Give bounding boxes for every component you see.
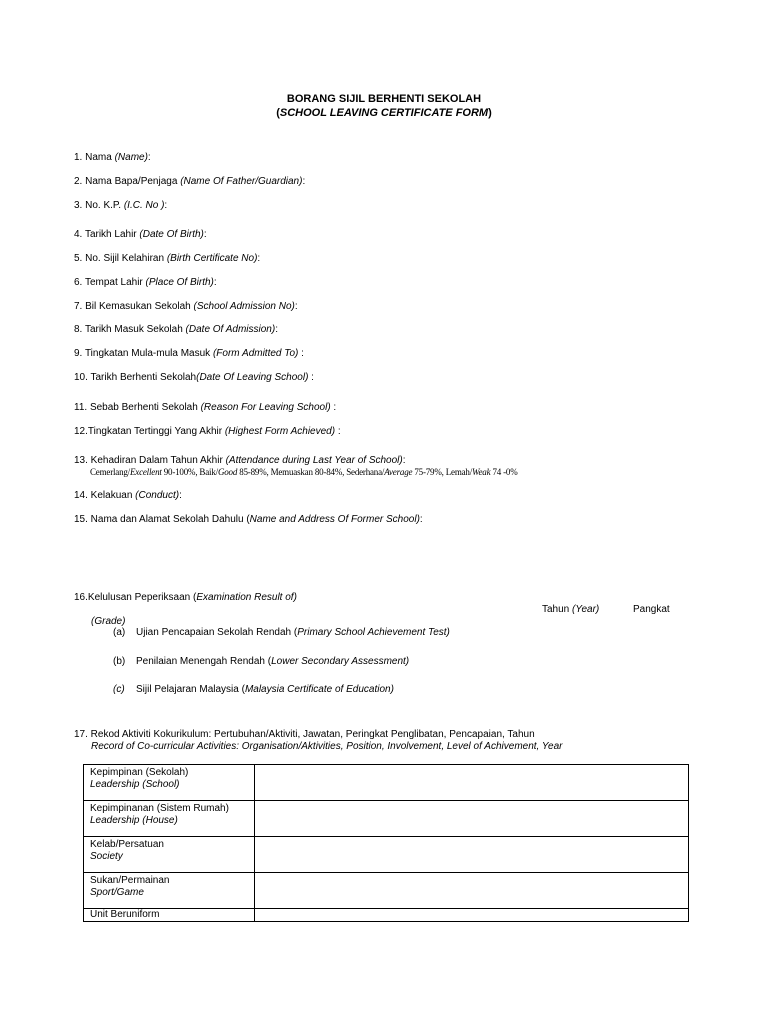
form-subtitle: (SCHOOL LEAVING CERTIFICATE FORM) [276,107,492,119]
row-label: Unit Beruniform [84,909,255,922]
field-conduct: 14. Kelakuan (Conduct): [74,490,182,501]
row-label: Kepimpinanan (Sistem Rumah) Leadership (House) [84,801,255,837]
field-former-school: 15. Nama dan Alamat Sekolah Dahulu (Name and Address Of Former School): [74,514,423,525]
row-entry-cell[interactable] [255,873,689,909]
row-entry-cell[interactable] [255,765,689,801]
table-row [84,909,689,922]
cocurricular-heading: 17. Rekod Aktiviti Kokurikulum: Pertubuhan/Aktiviti, Jawatan, Peringkat Penglibatan, Pencapaian, Tahun [74,729,535,740]
table-row [84,837,689,873]
field-highest-form: 12.Tingkatan Tertinggi Yang Akhir (Highest Form Achieved) : [74,426,341,437]
field-attendance: 13. Kehadiran Dalam Tahun Akhir (Attendance during Last Year of School): [74,455,406,466]
field-form-admitted: 9. Tingkatan Mula-mula Masuk (Form Admitted To) : [74,348,304,359]
field-birth-certificate: 5. No. Sijil Kelahiran (Birth Certificate No): [74,253,261,264]
field-date-of-leaving: 10. Tarikh Berhenti Sekolah(Date Of Leaving School) : [74,372,314,383]
table-row [84,765,689,801]
exam-grade-label: (Grade) [91,616,126,627]
row-label: Kepimpinan (Sekolah) Leadership (School) [84,765,255,801]
field-admission-no: 7. Bil Kemasukan Sekolah (School Admission No): [74,301,298,312]
cocurricular-heading-english: Record of Co-curricular Activities: Organisation/Aktivities, Position, Involvement, Level of Achivement, Year [91,741,563,752]
exam-heading: 16.Kelulusan Peperiksaan (Examination Result of) [74,592,297,603]
exam-row-b-text: Penilaian Menengah Rendah (Lower Secondary Assessment) [136,656,410,667]
exam-row-c-text: Sijil Pelajaran Malaysia (Malaysia Certificate of Education) [136,684,394,695]
table-row [84,873,689,909]
exam-year-header: Tahun (Year) [542,604,600,615]
exam-row-a: (a) [113,627,126,638]
table-row [84,801,689,837]
form-title: BORANG SIJIL BERHENTI SEKOLAH [286,93,482,105]
field-name: 1. Nama (Name): [74,152,151,163]
attendance-scale-note: Cemerlang/Excellent 90-100%, Baik/Good 85-89%, Memuaskan 80-84%, Sederhana/Average 75-79%, Lemah/Weak 74 -0% [90,467,518,477]
field-father-guardian: 2. Nama Bapa/Penjaga (Name Of Father/Guardian): [74,176,306,187]
exam-row-b: (b) [113,656,126,667]
cocurricular-table [83,764,689,922]
field-date-of-birth: 4. Tarikh Lahir (Date Of Birth): [74,229,207,240]
exam-grade-header: Pangkat [633,604,670,615]
field-reason-leaving: 11. Sebab Berhenti Sekolah (Reason For Leaving School) : [74,402,337,413]
row-entry-cell[interactable] [255,909,689,922]
field-date-of-admission: 8. Tarikh Masuk Sekolah (Date Of Admission): [74,324,278,335]
exam-row-c: (c) [113,684,125,695]
exam-row-a-text: Ujian Pencapaian Sekolah Rendah (Primary School Achievement Test) [136,627,450,638]
field-place-of-birth: 6. Tempat Lahir (Place Of Birth): [74,277,217,288]
row-label: Sukan/Permainan Sport/Game [84,873,255,909]
row-label: Kelab/Persatuan Society [84,837,255,873]
row-entry-cell[interactable] [255,801,689,837]
field-ic-no: 3. No. K.P. (I.C. No ): [74,200,168,211]
row-entry-cell[interactable] [255,837,689,873]
